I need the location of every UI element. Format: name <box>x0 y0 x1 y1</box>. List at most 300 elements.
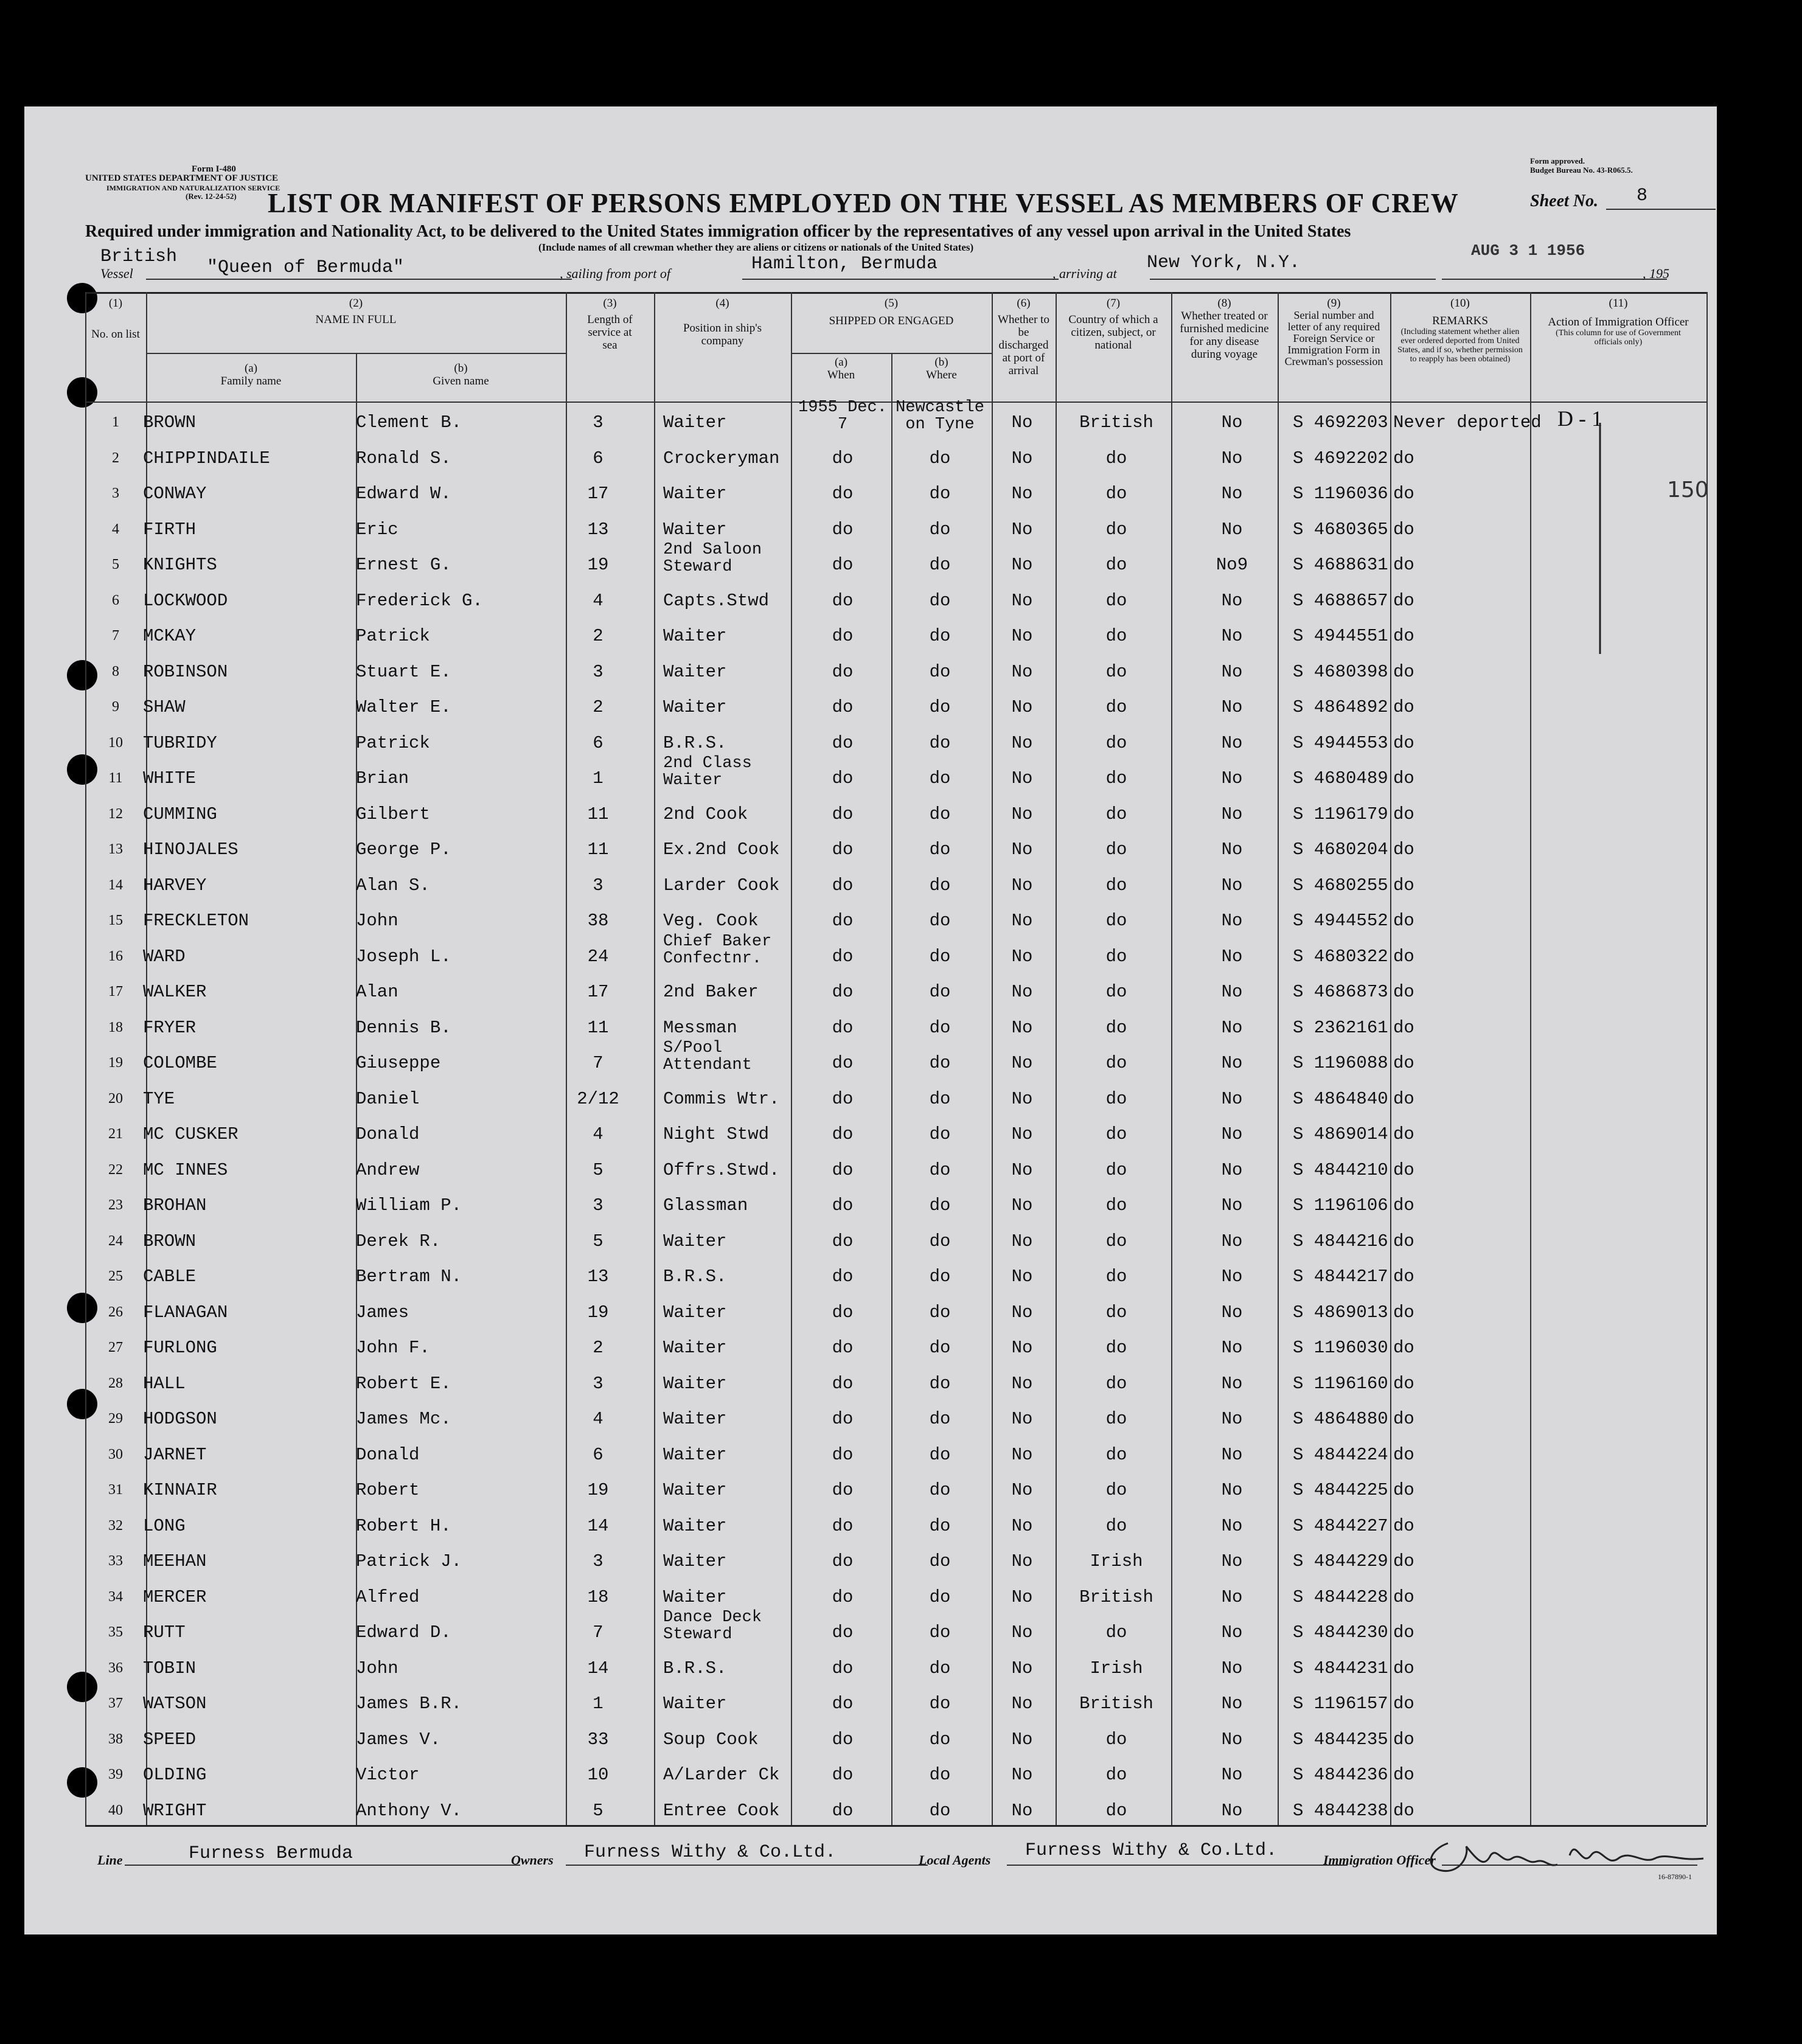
cell-when: do <box>832 484 854 504</box>
cell-position: Waiter <box>663 661 727 682</box>
row-number: 25 <box>108 1268 123 1284</box>
cell-length: 14 <box>587 1658 609 1678</box>
cell-where: do <box>929 1373 951 1394</box>
cell-position: Entree Cook <box>663 1800 780 1821</box>
cell-remarks: do <box>1393 839 1414 860</box>
cell-length: 4 <box>593 1124 604 1144</box>
agents-value: Furness Withy & Co.Ltd. <box>1025 1840 1278 1861</box>
table-row <box>85 1647 1706 1683</box>
cell-family: CHIPPINDAILE <box>143 448 270 468</box>
cell-medicine: No <box>1221 875 1243 895</box>
cell-when: do <box>832 1622 854 1642</box>
cell-discharged: No <box>1011 1800 1033 1821</box>
cell-position: 2nd Class Waiter <box>663 754 752 790</box>
cell-length: 6 <box>593 448 604 468</box>
cell-family: HALL <box>143 1373 186 1394</box>
table-row <box>85 1398 1706 1434</box>
row-number: 14 <box>108 877 123 893</box>
cell-when: do <box>832 448 854 468</box>
cell-remarks: do <box>1393 1729 1414 1750</box>
cell-given: Edward W. <box>356 484 451 504</box>
cell-country: do <box>1105 1515 1127 1536</box>
cell-serial: S 4686873 <box>1293 982 1388 1002</box>
row-number: 9 <box>112 699 119 715</box>
cell-country: do <box>1105 1800 1127 1821</box>
row-number: 20 <box>108 1090 123 1107</box>
cell-serial: S 1196157 <box>1293 1694 1388 1714</box>
table-row <box>85 793 1706 829</box>
cell-length: 3 <box>593 661 604 682</box>
cell-position: Waiter <box>663 1694 727 1714</box>
cell-position: 2nd Saloon Steward <box>663 541 762 576</box>
row-number: 31 <box>108 1482 123 1498</box>
cell-length: 19 <box>587 1480 609 1500</box>
cell-family: HINOJALES <box>143 839 238 860</box>
cell-length: 5 <box>593 1159 604 1180</box>
row-number: 4 <box>112 521 119 537</box>
cell-serial: S 4944551 <box>1293 626 1388 646</box>
cell-given: Donald <box>356 1124 420 1144</box>
cell-where: do <box>929 875 951 895</box>
cell-given: Clement B. <box>356 412 462 433</box>
cell-medicine: No <box>1221 1800 1243 1821</box>
cell-when: do <box>832 1729 854 1750</box>
table-row <box>85 1256 1706 1291</box>
cell-position: B.R.S. <box>663 1267 727 1287</box>
cell-serial: S 4844235 <box>1293 1729 1388 1750</box>
cell-medicine: No <box>1221 1551 1243 1571</box>
cell-remarks: do <box>1393 661 1414 682</box>
row-number: 34 <box>108 1588 123 1605</box>
cell-remarks: do <box>1393 732 1414 753</box>
cell-length: 6 <box>593 732 604 753</box>
cell-length: 19 <box>587 555 609 575</box>
table-row <box>85 651 1706 687</box>
table-row <box>85 722 1706 758</box>
cell-length: 3 <box>593 1551 604 1571</box>
cell-country: do <box>1105 1159 1127 1180</box>
cell-serial: S 4864880 <box>1293 1409 1388 1429</box>
cell-country: do <box>1105 1124 1127 1144</box>
cell-discharged: No <box>1011 1195 1033 1215</box>
cell-given: Walter E. <box>356 697 451 717</box>
cell-where: do <box>929 1338 951 1358</box>
cell-given: Gilbert <box>356 804 430 824</box>
cell-remarks: do <box>1393 1017 1414 1038</box>
row-number: 7 <box>112 628 119 644</box>
cell-remarks: do <box>1393 519 1414 540</box>
cell-discharged: No <box>1011 590 1033 611</box>
cell-where: do <box>929 1515 951 1536</box>
cell-where: do <box>929 1444 951 1465</box>
revision: (Rev. 12-24-52) <box>186 192 237 201</box>
cell-where: do <box>929 1231 951 1251</box>
cell-family: FURLONG <box>143 1338 217 1358</box>
cell-position: 2nd Baker <box>663 982 759 1002</box>
cell-discharged: No <box>1011 519 1033 540</box>
sailing-label: , sailing from port of <box>560 266 670 281</box>
row-number: 12 <box>108 805 123 822</box>
cell-country: do <box>1105 555 1127 575</box>
cell-serial: S 4844231 <box>1293 1658 1388 1678</box>
row-number: 13 <box>108 841 123 857</box>
cell-country: do <box>1105 1729 1127 1750</box>
cell-family: MC INNES <box>143 1159 228 1180</box>
cell-medicine: No <box>1221 1159 1243 1180</box>
row-number: 23 <box>108 1197 123 1213</box>
cell-country: do <box>1105 626 1127 646</box>
cell-serial: S 4844224 <box>1293 1444 1388 1465</box>
nationality: British <box>100 246 178 267</box>
approval-line: Form approved. <box>1530 156 1585 165</box>
cell-family: FLANAGAN <box>143 1302 228 1323</box>
table-row <box>85 1505 1706 1541</box>
cell-length: 11 <box>587 839 609 860</box>
cell-country: do <box>1105 982 1127 1002</box>
cell-discharged: No <box>1011 448 1033 468</box>
cell-length: 7 <box>593 1053 604 1073</box>
row-number: 27 <box>108 1340 123 1355</box>
cell-remarks: do <box>1393 1480 1414 1500</box>
page-title: LIST OR MANIFEST OF PERSONS EMPLOYED ON THE VESSEL AS MEMBERS OF CREW <box>268 188 1459 218</box>
cell-country: do <box>1105 804 1127 824</box>
table-row <box>85 1291 1706 1327</box>
cell-where: do <box>929 1729 951 1750</box>
cell-given: Victor <box>356 1765 420 1785</box>
cell-family: MCKAY <box>143 626 197 646</box>
subtitle: Required under immigration and Nationality Act, to be delivered to the United States immigration officer by the representatives of any vessel upon arrival in the United States <box>85 222 1351 241</box>
cell-remarks: do <box>1393 555 1414 575</box>
cell-where: do <box>929 484 951 504</box>
cell-given: James B.R. <box>356 1694 462 1714</box>
cell-country: do <box>1105 768 1127 788</box>
cell-length: 18 <box>587 1587 609 1607</box>
cell-serial: S 4864840 <box>1293 1088 1388 1109</box>
cell-position: Waiter <box>663 1515 727 1536</box>
cell-medicine: No <box>1221 768 1243 788</box>
cell-length: 11 <box>587 804 609 824</box>
cell-remarks: do <box>1393 1267 1414 1287</box>
cell-when: do <box>832 1658 854 1678</box>
cell-serial: S 4869013 <box>1293 1302 1388 1323</box>
col5b-header: (b) Where <box>926 356 957 381</box>
cell-discharged: No <box>1011 1480 1033 1500</box>
cell-when: do <box>832 768 854 788</box>
cell-length: 38 <box>587 911 609 931</box>
cell-discharged: No <box>1011 1338 1033 1358</box>
row-number: 15 <box>108 912 123 928</box>
service: IMMIGRATION AND NATURALIZATION SERVICE <box>106 184 280 192</box>
cell-country: do <box>1105 590 1127 611</box>
cell-family: COLOMBE <box>143 1053 217 1073</box>
cell-remarks: do <box>1393 1195 1414 1215</box>
cell-country: do <box>1105 1302 1127 1323</box>
agents-label: Local Agents <box>919 1852 991 1868</box>
cell-country: do <box>1105 911 1127 931</box>
col2-header: (2) NAME IN FULL <box>315 297 397 326</box>
cell-country: do <box>1105 1338 1127 1358</box>
cell-position: Glassman <box>663 1195 748 1215</box>
cell-discharged: No <box>1011 1088 1033 1109</box>
cell-medicine: No <box>1221 1622 1243 1642</box>
table-row <box>85 900 1706 936</box>
cell-remarks: do <box>1393 1053 1414 1073</box>
cell-given: Anthony V. <box>356 1800 462 1821</box>
row-number: 38 <box>108 1731 123 1747</box>
cell-medicine: No <box>1221 1302 1243 1323</box>
cell-medicine: No <box>1221 1124 1243 1144</box>
cell-serial: S 1196036 <box>1293 484 1388 504</box>
cell-given: George P. <box>356 839 451 860</box>
cell-given: Frederick G. <box>356 590 483 611</box>
cell-family: SPEED <box>143 1729 197 1750</box>
cell-length: 2 <box>593 1338 604 1358</box>
table-row <box>85 829 1706 864</box>
col6-header: (6) Whether to be discharged at port of arrival <box>998 297 1049 377</box>
owners-label: Owners <box>511 1852 554 1868</box>
cell-length: 3 <box>593 1195 604 1215</box>
cell-position: Ex.2nd Cook <box>663 839 780 860</box>
cell-length: 17 <box>587 982 609 1002</box>
cell-where: do <box>929 1017 951 1038</box>
cell-length: 14 <box>587 1515 609 1536</box>
cell-remarks: do <box>1393 946 1414 967</box>
cell-position: 2nd Cook <box>663 804 748 824</box>
cell-position: Waiter <box>663 519 727 540</box>
year-label: , 195 <box>1643 266 1669 281</box>
cell-country: do <box>1105 1267 1127 1287</box>
cell-where: do <box>929 839 951 860</box>
table-row <box>85 509 1706 544</box>
cell-country: do <box>1105 1409 1127 1429</box>
cell-discharged: No <box>1011 1159 1033 1180</box>
cell-when: do <box>832 519 854 540</box>
cell-length: 19 <box>587 1302 609 1323</box>
row-number: 39 <box>108 1767 123 1782</box>
cell-serial: S 4844228 <box>1293 1587 1388 1607</box>
cell-country: do <box>1105 1088 1127 1109</box>
cell-family: FRECKLETON <box>143 911 249 931</box>
cell-country: Irish <box>1090 1551 1143 1571</box>
row-number: 3 <box>112 485 119 501</box>
cell-country: British <box>1079 1694 1153 1714</box>
cell-medicine: No <box>1221 590 1243 611</box>
cell-when: do <box>832 1373 854 1394</box>
cell-family: KINNAIR <box>143 1480 217 1500</box>
cell-length: 17 <box>587 484 609 504</box>
cell-where: do <box>929 1159 951 1180</box>
cell-position: Waiter <box>663 1444 727 1465</box>
cell-medicine: No <box>1221 1267 1243 1287</box>
cell-position: B.R.S. <box>663 1658 727 1678</box>
cell-when: do <box>832 875 854 895</box>
table-row <box>85 1327 1706 1363</box>
cell-family: LOCKWOOD <box>143 590 228 611</box>
sheet-label: Sheet No. <box>1530 192 1598 210</box>
cell-length: 24 <box>587 946 609 967</box>
cell-country: do <box>1105 732 1127 753</box>
row-number: 32 <box>108 1517 123 1534</box>
col9-header: (9) Serial number and letter of any required Foreign Service or Immigration Form in Crewman's possession <box>1284 297 1383 367</box>
cell-family: KNIGHTS <box>143 555 217 575</box>
cell-given: William P. <box>356 1195 462 1215</box>
cell-family: CUMMING <box>143 804 217 824</box>
cell-family: FRYER <box>143 1017 197 1038</box>
cell-medicine: No <box>1221 448 1243 468</box>
cell-discharged: No <box>1011 555 1033 575</box>
cell-when: do <box>832 1159 854 1180</box>
cell-when: do <box>832 1800 854 1821</box>
cell-medicine: No <box>1221 1088 1243 1109</box>
line-label: Line <box>97 1852 123 1868</box>
col3-header: (3) Length of service at sea <box>587 297 633 352</box>
cell-family: BROWN <box>143 412 197 433</box>
form-number: Form I-480 <box>192 164 236 174</box>
cell-length: 3 <box>593 1373 604 1394</box>
cell-remarks: do <box>1393 875 1414 895</box>
cell-given: Alfred <box>356 1587 420 1607</box>
row-number: 37 <box>108 1695 123 1711</box>
cell-medicine: No <box>1221 1480 1243 1500</box>
row-number: 21 <box>108 1126 123 1142</box>
cell-family: HARVEY <box>143 875 207 895</box>
cell-position: Offrs.Stwd. <box>663 1159 780 1180</box>
cell-country: do <box>1105 1195 1127 1215</box>
row-number: 18 <box>108 1019 123 1035</box>
col2b-header: (b) Given name <box>433 362 489 388</box>
cell-serial: S 4844225 <box>1293 1480 1388 1500</box>
cell-family: OLDING <box>143 1765 207 1785</box>
cell-medicine: No <box>1221 661 1243 682</box>
cell-discharged: No <box>1011 1409 1033 1429</box>
page-number: 150 <box>1667 478 1709 502</box>
cell-medicine: No <box>1221 697 1243 717</box>
table-row <box>85 473 1706 509</box>
cell-position: Waiter <box>663 626 727 646</box>
cell-remarks: do <box>1393 1231 1414 1251</box>
cell-remarks: do <box>1393 1302 1414 1323</box>
cell-medicine: No <box>1221 982 1243 1002</box>
cell-serial: S 4844217 <box>1293 1267 1388 1287</box>
cell-remarks: do <box>1393 1088 1414 1109</box>
cell-medicine: No <box>1221 1195 1243 1215</box>
cell-discharged: No <box>1011 1053 1033 1073</box>
cell-country: Irish <box>1090 1658 1143 1678</box>
cell-where: do <box>929 1551 951 1571</box>
cell-family: TOBIN <box>143 1658 197 1678</box>
cell-position: Dance Deck Steward <box>663 1608 762 1644</box>
cell-when: do <box>832 804 854 824</box>
cell-remarks: do <box>1393 697 1414 717</box>
cell-serial: S 4680398 <box>1293 661 1388 682</box>
cell-length: 7 <box>593 1622 604 1642</box>
cell-given: Daniel <box>356 1088 420 1109</box>
cell-where: do <box>929 804 951 824</box>
table-row <box>85 1220 1706 1256</box>
vessel-label: Vessel <box>100 266 133 281</box>
date-stamp: AUG 3 1 1956 <box>1471 242 1585 260</box>
arriving-label: , arriving at <box>1052 266 1117 281</box>
cell-length: 2/12 <box>577 1088 619 1109</box>
cell-where: do <box>929 1765 951 1785</box>
cell-serial: S 4680489 <box>1293 768 1388 788</box>
cell-serial: S 4844230 <box>1293 1622 1388 1642</box>
col5a-header: (a) When <box>827 356 855 381</box>
cell-position: B.R.S. <box>663 732 727 753</box>
col8-header: (8) Whether treated or furnished medicine for any disease during voyage <box>1180 297 1269 361</box>
cell-country: do <box>1105 1765 1127 1785</box>
cell-length: 10 <box>587 1765 609 1785</box>
cell-length: 5 <box>593 1231 604 1251</box>
cell-discharged: No <box>1011 911 1033 931</box>
cell-where: do <box>929 982 951 1002</box>
cell-serial: S 4869014 <box>1293 1124 1388 1144</box>
cell-discharged: No <box>1011 1017 1033 1038</box>
col10-header: (10) REMARKS (Including statement whether alien ever ordered deported from United States, and if so, whether permission to reapply has been obtained) <box>1397 297 1523 364</box>
cell-country: do <box>1105 1444 1127 1465</box>
cell-when: do <box>832 1480 854 1500</box>
cell-given: Edward D. <box>356 1622 451 1642</box>
cell-serial: S 4844238 <box>1293 1800 1388 1821</box>
col1-header: (1) No. on list <box>91 297 140 341</box>
cell-remarks: do <box>1393 1587 1414 1607</box>
cell-remarks: Never deported <box>1393 412 1542 433</box>
cell-given: Robert H. <box>356 1515 451 1536</box>
cell-position: Waiter <box>663 1373 727 1394</box>
cell-family: WHITE <box>143 768 197 788</box>
cell-where: do <box>929 1622 951 1642</box>
table-row <box>85 1149 1706 1185</box>
cell-medicine: No <box>1221 1017 1243 1038</box>
table-row <box>85 864 1706 900</box>
cell-family: WRIGHT <box>143 1800 207 1821</box>
cell-where: do <box>929 1053 951 1073</box>
cell-country: do <box>1105 519 1127 540</box>
cell-where: do <box>929 946 951 967</box>
cell-given: James <box>356 1302 409 1323</box>
cell-given: Robert E. <box>356 1373 451 1394</box>
cell-discharged: No <box>1011 1658 1033 1678</box>
cell-remarks: do <box>1393 1338 1414 1358</box>
cell-remarks: do <box>1393 1622 1414 1642</box>
col5-header: (5) SHIPPED OR ENGAGED <box>829 297 954 327</box>
cell-position: Waiter <box>663 412 727 433</box>
cell-length: 33 <box>587 1729 609 1750</box>
cell-family: ROBINSON <box>143 661 228 682</box>
cell-discharged: No <box>1011 1267 1033 1287</box>
cell-remarks: do <box>1393 804 1414 824</box>
row-number: 8 <box>112 663 119 680</box>
cell-serial: S 4680204 <box>1293 839 1388 860</box>
cell-length: 4 <box>593 1409 604 1429</box>
cell-given: Robert <box>356 1480 420 1500</box>
cell-given: Eric <box>356 519 398 540</box>
table-row <box>85 1540 1706 1576</box>
table-row <box>85 932 1706 972</box>
cell-country: British <box>1079 1587 1153 1607</box>
cell-family: MERCER <box>143 1587 207 1607</box>
cell-serial: S 1196179 <box>1293 804 1388 824</box>
cell-discharged: No <box>1011 982 1033 1002</box>
cell-serial: S 1196160 <box>1293 1373 1388 1394</box>
row-number: 10 <box>108 734 123 751</box>
cell-position: Capts.Stwd <box>663 590 770 611</box>
cell-discharged: No <box>1011 1515 1033 1536</box>
cell-position: Waiter <box>663 1409 727 1429</box>
cell-medicine: No <box>1221 626 1243 646</box>
cell-position: Waiter <box>663 1551 727 1571</box>
cell-when: do <box>832 1053 854 1073</box>
